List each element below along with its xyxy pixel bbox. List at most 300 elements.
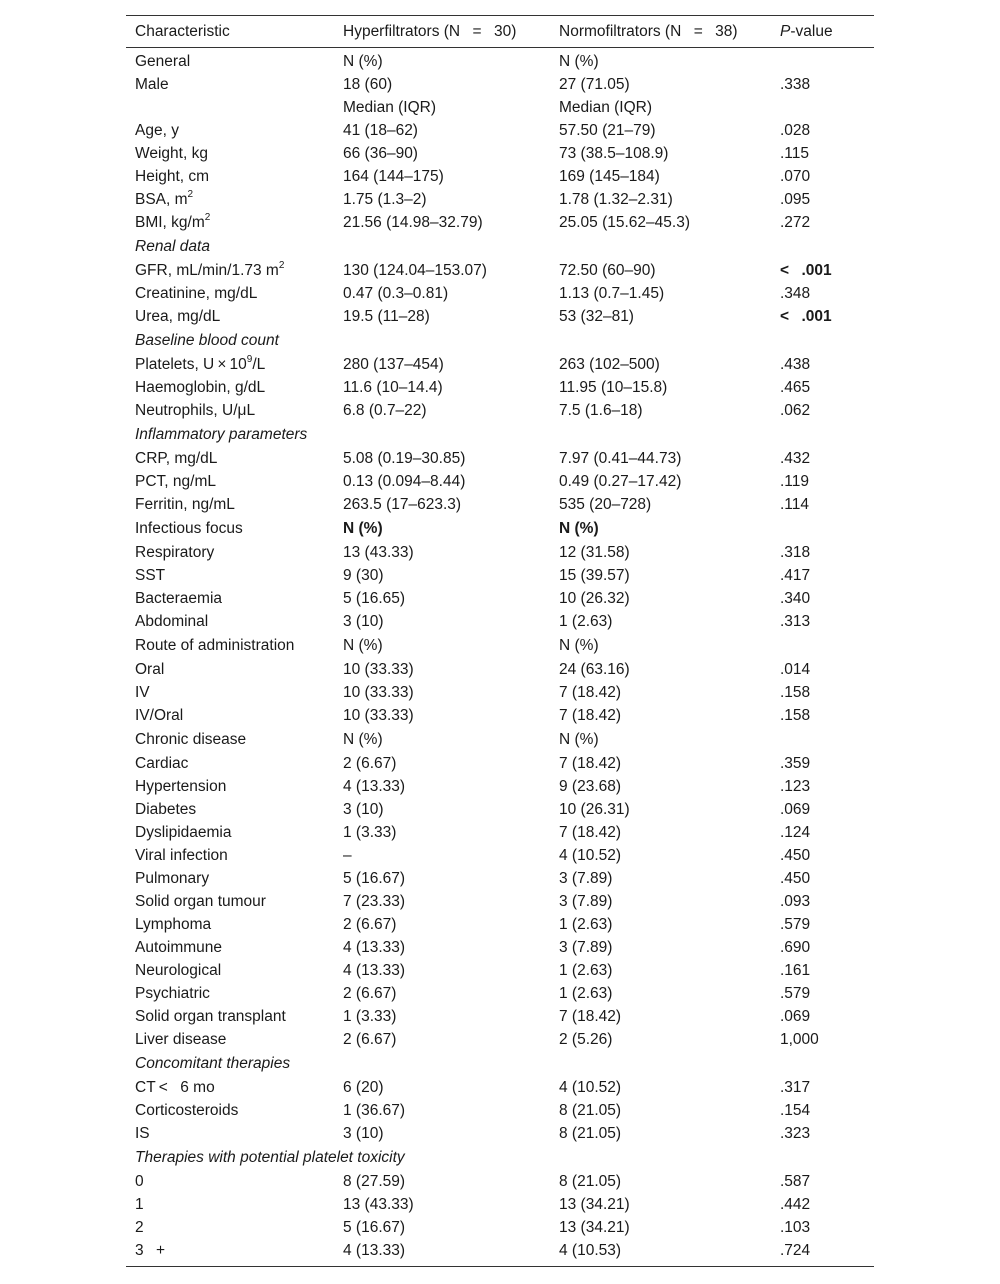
hyperfiltrators-value: 130 (124.04–153.07) (343, 262, 487, 279)
normofiltrators-value: 535 (20–728) (559, 496, 652, 513)
characteristic-text: Therapies with potential platelet toxicity (135, 1149, 405, 1166)
normofiltrators-value: 2 (5.26) (559, 1031, 613, 1048)
p-value: .114 (780, 496, 810, 513)
normofiltrators-value: 1 (2.63) (559, 613, 613, 630)
row-characteristic (135, 50, 190, 73)
table-row (126, 165, 874, 188)
normofiltrators-value: 13 (34.21) (559, 1196, 630, 1213)
p-value: .014 (780, 661, 811, 678)
table-row (126, 798, 874, 821)
table-row (126, 1216, 874, 1239)
hyperfiltrators-value: 18 (60) (343, 76, 393, 93)
characteristic-text: Pulmonary (135, 870, 210, 887)
p-value: .348 (780, 285, 811, 302)
p-value: .123 (780, 778, 811, 795)
characteristic-text: Respiratory (135, 544, 215, 561)
hyperfiltrators-value: 4 (13.33) (343, 939, 406, 956)
table-row (126, 727, 874, 752)
normofiltrators-value: 263 (102–500) (559, 356, 660, 373)
p-value: .095 (780, 191, 811, 208)
p-value: .432 (780, 450, 811, 467)
section-heading (135, 1145, 405, 1170)
characteristic-text: BMI, kg/m (135, 214, 205, 231)
table-row (126, 353, 874, 376)
normofiltrators-value: 72.50 (60–90) (559, 262, 656, 279)
hyperfiltrators-value: 0.47 (0.3–0.81) (343, 285, 449, 302)
hyperfiltrators-value: 13 (43.33) (343, 544, 414, 561)
characteristic-text: Inflammatory parameters (135, 426, 308, 443)
table-row (126, 959, 874, 982)
table-row (126, 775, 874, 798)
hyperfiltrators-value: 66 (36–90) (343, 145, 418, 162)
characteristic-text: Platelets, U × 10 (135, 356, 247, 373)
superscript: 2 (278, 259, 285, 271)
p-value: .161 (780, 962, 811, 979)
normofiltrators-value: 15 (39.57) (559, 567, 630, 584)
section-heading (135, 234, 210, 259)
hyperfiltrators-value: 10 (33.33) (343, 707, 414, 724)
normofiltrators-value: 7 (18.42) (559, 1008, 622, 1025)
characteristic-text: Neutrophils, U/μL (135, 402, 256, 419)
row-characteristic (135, 681, 150, 704)
table-row (126, 1099, 874, 1122)
normofiltrators-value: 3 (7.89) (559, 893, 613, 910)
characteristic-text: PCT, ng/mL (135, 473, 216, 490)
p-value: .070 (780, 168, 811, 185)
normofiltrators-value: 7 (18.42) (559, 824, 622, 841)
hyperfiltrators-value: 280 (137–454) (343, 356, 444, 373)
hyperfiltrators-value: 10 (33.33) (343, 684, 414, 701)
characteristic-text: Solid organ transplant (135, 1008, 286, 1025)
hyperfiltrators-value: N (%) (343, 520, 383, 537)
characteristic-text: Ferritin, ng/mL (135, 496, 235, 513)
normofiltrators-value: N (%) (559, 520, 599, 537)
p-value: .103 (780, 1219, 811, 1236)
normofiltrators-value: 27 (71.05) (559, 76, 630, 93)
table-row (126, 1005, 874, 1028)
table-row (126, 73, 874, 96)
hyperfiltrators-value: 21.56 (14.98–32.79) (343, 214, 483, 231)
p-value: .093 (780, 893, 811, 910)
table-row (126, 890, 874, 913)
table-row (126, 610, 874, 633)
p-value: < .001 (780, 262, 832, 279)
normofiltrators-value: 11.95 (10–15.8) (559, 379, 668, 396)
table-body (126, 48, 874, 1262)
characteristic-text: Height, cm (135, 168, 210, 185)
characteristic-text: Chronic disease (135, 731, 247, 748)
hyperfiltrators-value: 5 (16.67) (343, 870, 406, 887)
normofiltrators-value: 1.78 (1.32–2.31) (559, 191, 673, 208)
normofiltrators-value: 13 (34.21) (559, 1219, 630, 1236)
table-row (126, 681, 874, 704)
characteristic-text: CT < 6 mo (135, 1079, 215, 1096)
p-value: .318 (780, 544, 811, 561)
superscript: 9 (246, 353, 253, 365)
p-value: .323 (780, 1125, 811, 1142)
header-normofiltrators: Normofiltrators (N = 38) (559, 23, 738, 40)
row-characteristic (135, 516, 243, 541)
table-row (126, 305, 874, 328)
superscript: 2 (204, 211, 211, 223)
section-heading (135, 1051, 290, 1076)
characteristic-text: Neurological (135, 962, 222, 979)
hyperfiltrators-value: 1.75 (1.3–2) (343, 191, 427, 208)
hyperfiltrators-value: 5 (16.67) (343, 1219, 406, 1236)
row-characteristic (135, 913, 211, 936)
row-characteristic (135, 493, 235, 516)
row-characteristic (135, 376, 265, 399)
table-row (126, 50, 874, 73)
p-value: .724 (780, 1242, 811, 1259)
normofiltrators-value: 4 (10.53) (559, 1242, 622, 1259)
p-value: .359 (780, 755, 811, 772)
p-value: .579 (780, 916, 811, 933)
characteristic-text: Lymphoma (135, 916, 212, 933)
table-row (126, 587, 874, 610)
normofiltrators-value: 3 (7.89) (559, 870, 613, 887)
hyperfiltrators-value: 4 (13.33) (343, 1242, 406, 1259)
normofiltrators-value: 57.50 (21–79) (559, 122, 656, 139)
characteristic-text: Diabetes (135, 801, 197, 818)
table-row (126, 704, 874, 727)
row-characteristic (135, 959, 221, 982)
table-row (126, 658, 874, 681)
table-bottom-rule (126, 1266, 874, 1267)
p-value: .119 (780, 473, 810, 490)
hyperfiltrators-value: 2 (6.67) (343, 755, 397, 772)
hyperfiltrators-value: 4 (13.33) (343, 778, 406, 795)
hyperfiltrators-value: 10 (33.33) (343, 661, 414, 678)
hyperfiltrators-value: 7 (23.33) (343, 893, 406, 910)
normofiltrators-value: 9 (23.68) (559, 778, 622, 795)
hyperfiltrators-value: 19.5 (11–28) (343, 308, 430, 325)
normofiltrators-value: 12 (31.58) (559, 544, 630, 561)
row-characteristic (135, 259, 284, 282)
characteristic-text: Age, y (135, 122, 179, 139)
characteristic-text: 2 (135, 1219, 144, 1236)
table-row (126, 96, 874, 119)
p-value: .465 (780, 379, 811, 396)
hyperfiltrators-value: 3 (10) (343, 801, 384, 818)
table-row (126, 1076, 874, 1099)
table-row (126, 844, 874, 867)
table-row (126, 259, 874, 282)
hyperfiltrators-value: N (%) (343, 53, 383, 70)
characteristic-text: IS (135, 1125, 150, 1142)
p-value: .115 (780, 145, 810, 162)
table-row (126, 188, 874, 211)
normofiltrators-value: 8 (21.05) (559, 1125, 622, 1142)
table-row (126, 936, 874, 959)
normofiltrators-value: 0.49 (0.27–17.42) (559, 473, 682, 490)
characteristic-text: Creatinine, mg/dL (135, 285, 258, 302)
row-characteristic (135, 704, 183, 727)
row-characteristic (135, 399, 255, 422)
characteristic-text: SST (135, 567, 166, 584)
characteristic-text: Viral infection (135, 847, 228, 864)
characteristic-text: Dyslipidaemia (135, 824, 232, 841)
row-characteristic (135, 165, 209, 188)
row-characteristic (135, 282, 257, 305)
row-characteristic (135, 470, 216, 493)
table-row (126, 821, 874, 844)
row-characteristic (135, 936, 222, 959)
hyperfiltrators-value: 6 (20) (343, 1079, 384, 1096)
row-characteristic (135, 890, 266, 913)
row-characteristic (135, 1005, 286, 1028)
p-value: .158 (780, 684, 811, 701)
hyperfiltrators-value: 2 (6.67) (343, 985, 397, 1002)
p-value: .438 (780, 356, 811, 373)
hyperfiltrators-value: 1 (36.67) (343, 1102, 406, 1119)
characteristic-text: Solid organ tumour (135, 893, 266, 910)
p-value: .154 (780, 1102, 811, 1119)
hyperfiltrators-value: 3 (10) (343, 613, 384, 630)
p-value: < .001 (780, 308, 832, 325)
characteristic-text: 1 (135, 1196, 144, 1213)
hyperfiltrators-value: 1 (3.33) (343, 824, 397, 841)
p-value: .158 (780, 707, 811, 724)
normofiltrators-value: 1 (2.63) (559, 916, 613, 933)
hyperfiltrators-value: Median (IQR) (343, 99, 437, 116)
table-row (126, 1028, 874, 1051)
p-value: .690 (780, 939, 811, 956)
header-p-letter: P (780, 23, 791, 40)
characteristic-text: Abdominal (135, 613, 209, 630)
normofiltrators-value: 7 (18.42) (559, 755, 622, 772)
row-characteristic (135, 541, 214, 564)
row-characteristic (135, 752, 188, 775)
header-p-suffix: -value (790, 23, 833, 40)
p-value: .028 (780, 122, 811, 139)
row-characteristic (135, 775, 226, 798)
normofiltrators-value: 73 (38.5–108.9) (559, 145, 669, 162)
characteristic-text: IV (135, 684, 150, 701)
table-row (126, 142, 874, 165)
hyperfiltrators-value: 0.13 (0.094–8.44) (343, 473, 466, 490)
row-characteristic (135, 798, 196, 821)
characteristic-text: GFR, mL/min/1.73 m (135, 262, 279, 279)
table-row (126, 564, 874, 587)
p-value: .450 (780, 847, 811, 864)
table-row (126, 399, 874, 422)
characteristic-text: 0 (135, 1173, 144, 1190)
header-characteristic: Characteristic (135, 23, 230, 40)
hyperfiltrators-value: 263.5 (17–623.3) (343, 496, 462, 513)
characteristic-text: BSA, m (135, 191, 188, 208)
table-row (126, 1122, 874, 1145)
characteristic-text: Autoimmune (135, 939, 223, 956)
normofiltrators-value: 53 (32–81) (559, 308, 634, 325)
normofiltrators-value: 4 (10.52) (559, 847, 622, 864)
characteristic-text: Oral (135, 661, 165, 678)
p-value: .579 (780, 985, 811, 1002)
normofiltrators-value: 7.5 (1.6–18) (559, 402, 643, 419)
section-heading-row (126, 234, 874, 259)
table-row (126, 376, 874, 399)
characteristics-table (126, 15, 874, 1267)
normofiltrators-value: 7 (18.42) (559, 707, 622, 724)
p-value: .124 (780, 824, 811, 841)
row-characteristic (135, 821, 231, 844)
row-characteristic (135, 1028, 226, 1051)
p-value: .340 (780, 590, 811, 607)
hyperfiltrators-value: 164 (144–175) (343, 168, 444, 185)
p-value: .069 (780, 801, 811, 818)
normofiltrators-value: 25.05 (15.62–45.3) (559, 214, 690, 231)
characteristic-text: CRP, mg/dL (135, 450, 218, 467)
p-value: .272 (780, 214, 811, 231)
normofiltrators-value: 8 (21.05) (559, 1102, 622, 1119)
p-value: .417 (780, 567, 811, 584)
row-characteristic (135, 1216, 144, 1239)
characteristic-text: Cardiac (135, 755, 189, 772)
normofiltrators-value: 10 (26.31) (559, 801, 630, 818)
hyperfiltrators-value: 5 (16.65) (343, 590, 406, 607)
hyperfiltrators-value: 41 (18–62) (343, 122, 418, 139)
header-p-value (780, 16, 833, 47)
row-characteristic (135, 73, 169, 96)
row-characteristic (135, 727, 246, 752)
characteristic-text: 3 + (135, 1242, 166, 1259)
normofiltrators-value: 10 (26.32) (559, 590, 630, 607)
p-value: .450 (780, 870, 811, 887)
hyperfiltrators-value: N (%) (343, 637, 383, 654)
characteristic-text: Liver disease (135, 1031, 227, 1048)
row-characteristic (135, 188, 193, 211)
row-characteristic (135, 1099, 238, 1122)
normofiltrators-value: 169 (145–184) (559, 168, 660, 185)
hyperfiltrators-value: 1 (3.33) (343, 1008, 397, 1025)
p-value: .442 (780, 1196, 811, 1213)
normofiltrators-value: N (%) (559, 53, 599, 70)
table-row (126, 913, 874, 936)
row-characteristic (135, 564, 165, 587)
section-heading-row (126, 328, 874, 353)
characteristic-text: Concomitant therapies (135, 1055, 291, 1072)
section-heading-row (126, 1051, 874, 1076)
p-value: .069 (780, 1008, 811, 1025)
characteristic-text: Baseline blood count (135, 332, 279, 349)
row-characteristic (135, 610, 208, 633)
hyperfiltrators-value: 4 (13.33) (343, 962, 406, 979)
hyperfiltrators-value: 2 (6.67) (343, 1031, 397, 1048)
section-heading (135, 328, 279, 353)
characteristic-text: Weight, kg (135, 145, 208, 162)
hyperfiltrators-value: – (343, 847, 352, 864)
normofiltrators-value: N (%) (559, 731, 599, 748)
table-row (126, 282, 874, 305)
characteristic-text: Hypertension (135, 778, 227, 795)
row-characteristic (135, 1239, 165, 1262)
characteristic-text: General (135, 53, 191, 70)
characteristic-text: Haemoglobin, g/dL (135, 379, 266, 396)
row-characteristic (135, 658, 164, 681)
characteristic-text: IV/Oral (135, 707, 184, 724)
table-row (126, 1193, 874, 1216)
row-characteristic (135, 587, 222, 610)
normofiltrators-value: 1.13 (0.7–1.45) (559, 285, 665, 302)
table-header-row (126, 16, 874, 47)
p-value: .062 (780, 402, 811, 419)
characteristic-text: Route of administration (135, 637, 295, 654)
table-row (126, 541, 874, 564)
hyperfiltrators-value: 8 (27.59) (343, 1173, 406, 1190)
table-row (126, 633, 874, 658)
hyperfiltrators-value: 3 (10) (343, 1125, 384, 1142)
characteristic-text: Infectious focus (135, 520, 243, 537)
hyperfiltrators-value: 6.8 (0.7–22) (343, 402, 427, 419)
p-value: .338 (780, 76, 811, 93)
normofiltrators-value: 3 (7.89) (559, 939, 613, 956)
normofiltrators-value: 4 (10.52) (559, 1079, 622, 1096)
normofiltrators-value: 1 (2.63) (559, 962, 613, 979)
p-value: .317 (780, 1079, 811, 1096)
normofiltrators-value: 1 (2.63) (559, 985, 613, 1002)
p-value: 1,000 (780, 1031, 819, 1048)
table-row (126, 752, 874, 775)
row-characteristic (135, 305, 220, 328)
row-characteristic (135, 1076, 215, 1099)
normofiltrators-value: N (%) (559, 637, 599, 654)
table-row (126, 470, 874, 493)
normofiltrators-value: 7.97 (0.41–44.73) (559, 450, 682, 467)
characteristic-text: Urea, mg/dL (135, 308, 221, 325)
hyperfiltrators-value: 13 (43.33) (343, 1196, 414, 1213)
normofiltrators-value: 7 (18.42) (559, 684, 622, 701)
row-characteristic (135, 867, 209, 890)
section-heading-row (126, 1145, 874, 1170)
normofiltrators-value: Median (IQR) (559, 99, 653, 116)
table-row (126, 493, 874, 516)
table-row (126, 211, 874, 234)
table-row (126, 516, 874, 541)
hyperfiltrators-value: 2 (6.67) (343, 916, 397, 933)
hyperfiltrators-value: 5.08 (0.19–30.85) (343, 450, 466, 467)
table-row (126, 119, 874, 142)
hyperfiltrators-value: 11.6 (10–14.4) (343, 379, 443, 396)
table-row (126, 982, 874, 1005)
row-characteristic (135, 1193, 144, 1216)
characteristic-text: Bacteraemia (135, 590, 223, 607)
characteristic-text: Male (135, 76, 169, 93)
characteristic-text: Corticosteroids (135, 1102, 239, 1119)
section-heading-row (126, 422, 874, 447)
row-characteristic (135, 353, 265, 376)
table-row (126, 1239, 874, 1262)
row-characteristic (135, 1122, 150, 1145)
characteristic-text: Renal data (135, 238, 210, 255)
row-characteristic (135, 142, 208, 165)
row-characteristic (135, 119, 179, 142)
row-characteristic (135, 844, 228, 867)
p-value: .587 (780, 1173, 811, 1190)
row-characteristic (135, 447, 217, 470)
table-row (126, 1170, 874, 1193)
row-characteristic (135, 211, 210, 234)
row-characteristic (135, 633, 294, 658)
table-row (126, 867, 874, 890)
characteristic-text: Psychiatric (135, 985, 210, 1002)
row-characteristic (135, 982, 210, 1005)
superscript: 2 (187, 188, 194, 200)
normofiltrators-value: 8 (21.05) (559, 1173, 622, 1190)
characteristic-suffix: /L (252, 356, 266, 373)
normofiltrators-value: 24 (63.16) (559, 661, 630, 678)
header-hyperfiltrators: Hyperfiltrators (N = 30) (343, 23, 517, 40)
section-heading (135, 422, 307, 447)
